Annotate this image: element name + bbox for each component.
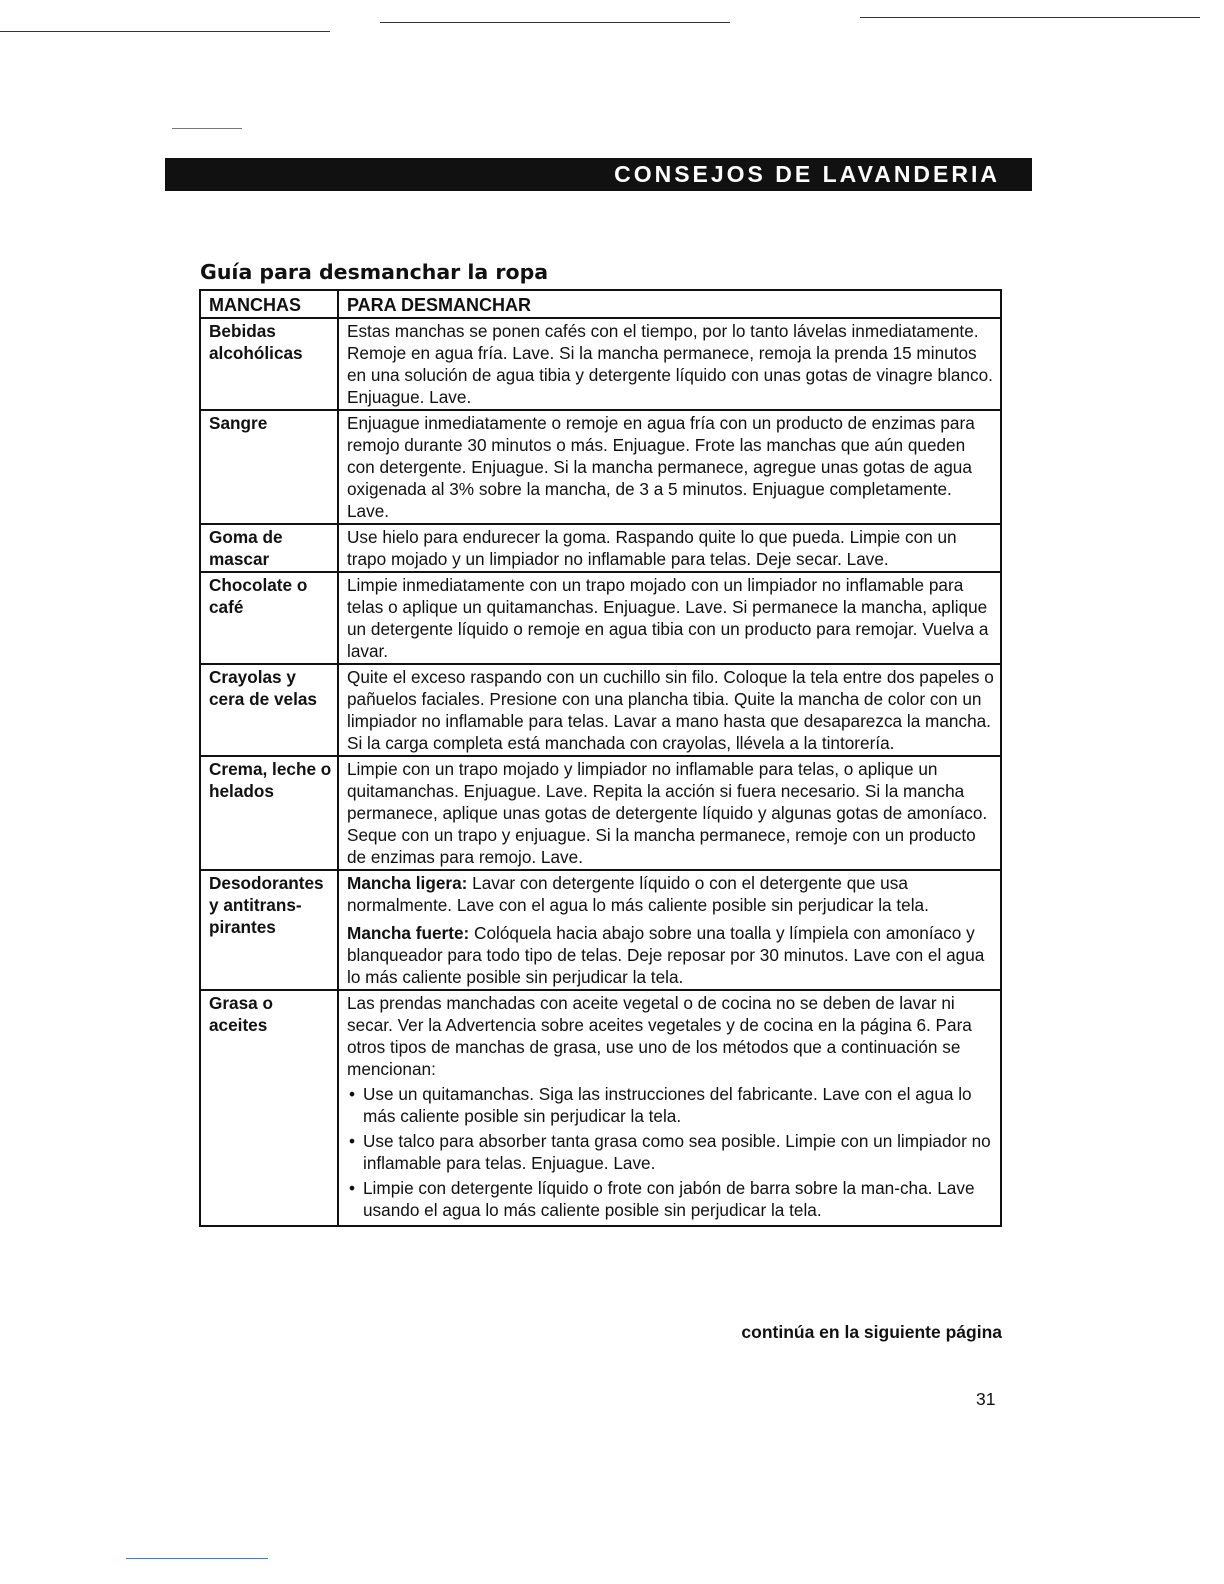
- table-row: [200, 524, 1001, 572]
- column-header-stain: MANCHAS: [200, 290, 338, 318]
- remedy-heavy-text: Colóquela hacia abajo sobre una toalla y límpiela con amoníaco y blanqueador para todo tipo de telas. Deje reposar por 30 minutos. Lave con el agua lo más caliente posible sin perjudicar la tela.: [347, 923, 985, 987]
- remedy-cell: [338, 664, 1001, 756]
- column-header-remedy: PARA DESMANCHAR: [338, 290, 1001, 318]
- remedy-method: • Use un quitamanchas. Siga las instrucciones del fabricante. Lave con el agua lo más caliente posible sin perjudicar la tela.: [347, 1083, 995, 1127]
- remedy-text: Estas manchas se ponen cafés con el tiempo, por lo tanto lávelas inmediatamente. Remoje en agua fría. Lave. Si la mancha permanece, remoja la prenda 15 minutos en una solución de agua tibia y detergente líquido con unas gotas de vinagre blanco. Enjuague. Lave.: [347, 321, 993, 407]
- remedy-method-list: [347, 1083, 995, 1221]
- continues-note: continúa en la siguiente página: [741, 1322, 1002, 1342]
- stain-name: Desodorantes y antitrans-pirantes: [200, 870, 338, 990]
- remedy-heavy: [347, 922, 995, 988]
- guide-title: Guía para desmanchar la ropa: [200, 260, 549, 284]
- remedy-text: Enjuague inmediatamente o remoje en agua fría con un producto de enzimas para remojo durante 30 minutos o más. Enjuague. Frote las manchas que aún queden con detergente. Enjuague. Si la mancha permanece, agregue unas gotas de agua oxigenada al 3% sobre la mancha, de 3 a 5 minutos. Enjuague completamente. Lave.: [347, 413, 975, 521]
- stain-name: Grasa o aceites: [200, 990, 338, 1226]
- page-number: 31: [976, 1389, 996, 1409]
- table-row: [200, 990, 1001, 1226]
- table-row: [200, 870, 1001, 990]
- section-header-title: CONSEJOS DE LAVANDERIA: [614, 161, 1000, 187]
- stain-name: Sangre: [200, 410, 338, 524]
- scan-line-mark: [172, 128, 242, 129]
- scan-line-top: [860, 17, 1200, 18]
- remedy-light: [347, 872, 995, 916]
- remedy-text: Limpie inmediatamente con un trapo mojado con un limpiador no inflamable para telas o aplique un quitamanchas. Enjuague. Lave. Si permanece la mancha, aplique un detergente líquido o remoje en agua tibia con un producto para remojar. Vuelva a lavar.: [347, 575, 989, 661]
- remedy-intro: Las prendas manchadas con aceite vegetal o de cocina no se deben de lavar ni secar. Ver la Advertencia sobre aceites vegetales y de cocina en la página 6. Para otros tipos de manchas de grasa, use uno de los métodos que a continuación se mencionan:: [347, 993, 972, 1079]
- table-row: [200, 318, 1001, 410]
- remedy-light-label: Mancha ligera:: [347, 873, 468, 893]
- stain-name: Crema, leche o helados: [200, 756, 338, 870]
- section-header: [165, 158, 1032, 191]
- remedy-cell: [338, 318, 1001, 410]
- table-row: [200, 572, 1001, 664]
- remedy-text: Quite el exceso raspando con un cuchillo sin filo. Coloque la tela entre dos papeles o pañuelos faciales. Presione con una plancha tibia. Quite la mancha de color con un limpiador no inflamable para telas. Lavar a mano hasta que desaparezca la mancha. Si la carga completa está manchada con crayolas, llévela a la tintorería.: [347, 667, 994, 753]
- remedy-cell: [338, 756, 1001, 870]
- table-header-row: [200, 290, 1001, 318]
- scan-line-top: [380, 22, 730, 23]
- remedy-text: Limpie con un trapo mojado y limpiador no inflamable para telas, o aplique un quitamanchas. Enjuague. Lave. Repita la acción si fuera necesario. Si la mancha permanece, aplique unas gotas de detergente líquido y algunas gotas de amoníaco. Seque con un trapo y enjuague. Si la mancha permanece, remoje con un producto de enzimas para remojo. Lave.: [347, 759, 988, 867]
- remedy-cell: [338, 990, 1001, 1226]
- stain-name: Bebidas alcohólicas: [200, 318, 338, 410]
- remedy-method: • Limpie con detergente líquido o frote con jabón de barra sobre la man-cha. Lave usando el agua lo más caliente posible sin perjudicar la tela.: [347, 1177, 995, 1221]
- remedy-text: Use hielo para endurecer la goma. Raspando quite lo que pueda. Limpie con un trapo mojado y un limpiador no inflamable para telas. Deje secar. Lave.: [347, 527, 957, 569]
- remedy-heavy-label: Mancha fuerte:: [347, 923, 470, 943]
- table-row: [200, 756, 1001, 870]
- remedy-cell: [338, 572, 1001, 664]
- stain-name: Goma de mascar: [200, 524, 338, 572]
- table-row: [200, 664, 1001, 756]
- table-row: [200, 410, 1001, 524]
- remedy-cell: [338, 870, 1001, 990]
- remedy-method: • Use talco para absorber tanta grasa como sea posible. Limpie con un limpiador no inflamable para telas. Enjuague. Lave.: [347, 1130, 995, 1174]
- stain-name: Crayolas y cera de velas: [200, 664, 338, 756]
- remedy-cell: [338, 410, 1001, 524]
- stain-name: Chocolate o café: [200, 572, 338, 664]
- scan-line-bottom: [126, 1558, 268, 1559]
- stain-removal-table: [199, 289, 1002, 1227]
- remedy-cell: [338, 524, 1001, 572]
- scan-line-top: [0, 31, 330, 32]
- remedy-light-text: Lavar con detergente líquido o con el detergente que usa normalmente. Lave con el agua lo más caliente posible sin perjudicar la tela.: [347, 873, 929, 915]
